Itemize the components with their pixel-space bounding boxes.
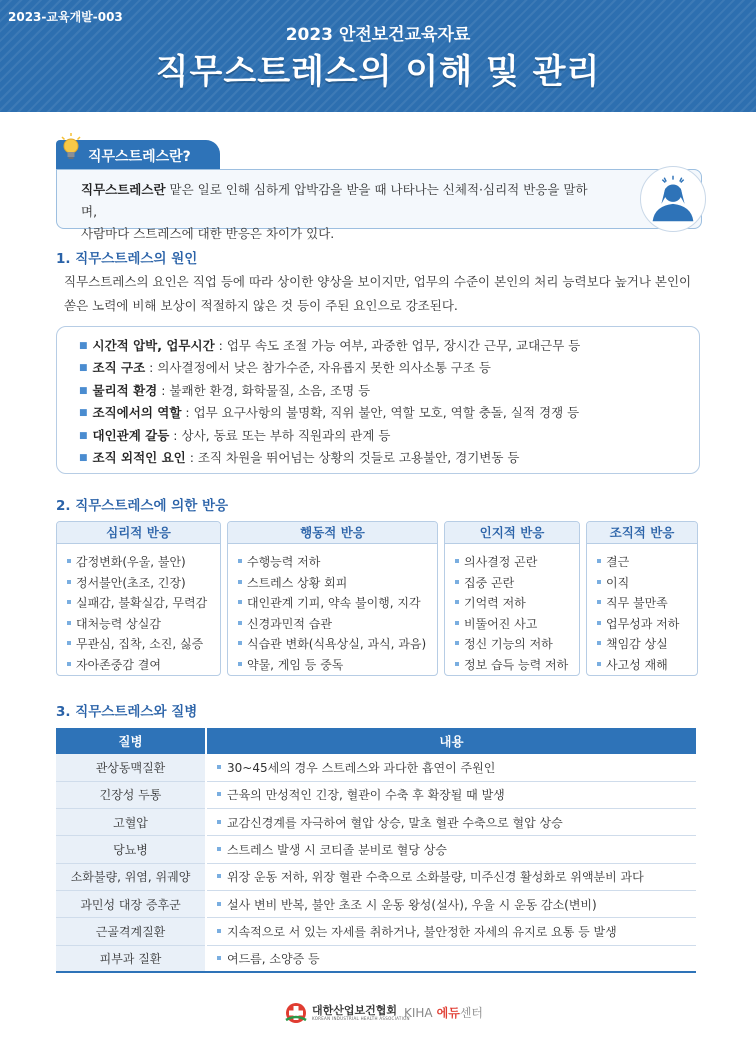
page-title: 직무스트레스의 이해 및 관리 — [155, 52, 601, 92]
intro-definition-box — [56, 169, 702, 241]
intro-line2: 사람마다 스트레스에 대한 반응은 차이가 있다. — [81, 226, 335, 241]
list-item: 대인관계 기피, 약속 불이행, 지각 — [238, 593, 437, 614]
list-item: 비뚤어진 사고 — [455, 614, 579, 635]
psychological-reaction-column — [56, 521, 221, 676]
edu-center-logo: KIHA 에듀센터 — [404, 1006, 484, 1020]
list-item: 스트레스 상황 회피 — [238, 573, 437, 594]
table-row: 소화불량, 위염, 위궤양 위장 운동 저하, 위장 혈관 수축으로 소화불량, 미주신경 활성화로 위액분비 과다 — [56, 863, 696, 890]
intro-tab: 직무스트레스란? — [56, 140, 220, 170]
behavioral-reaction-column — [227, 521, 438, 676]
section3-heading: 3. 직무스트레스와 질병 — [56, 704, 198, 720]
table-row: 관상동맥질환 30~45세의 경우 스트레스와 과다한 흡연이 주원인 — [56, 754, 696, 781]
list-item: 직무 불만족 — [597, 593, 697, 614]
disease-table — [56, 728, 696, 973]
list-item: 사고성 재해 — [597, 655, 697, 676]
causes-box — [56, 326, 700, 474]
cause-item: ■ 조직 외적인 요인 : 조직 차원을 뛰어넘는 상황의 것들로 고용불안, 경기변동 등 — [79, 450, 520, 466]
intro-line1: 맡은 일로 인해 심하게 압박감을 받을 때 나타나는 신체적·심리적 반응을 말하며, — [81, 182, 588, 219]
section1-paragraph: 직무스트레스의 요인은 직업 등에 따라 상이한 양상을 보이지만, 업무의 수준이 본인의 처리 능력보다 높거나 본인이 쏟은 노력에 비해 보상이 적절하지 않은 것 등이 주된 요인으로 강조된다. — [64, 274, 692, 313]
table-row: 피부과 질환 여드름, 소양증 등 — [56, 945, 696, 972]
list-item: 무관심, 집착, 소진, 싫증 — [67, 634, 220, 655]
list-item: 식습관 변화(식욕상실, 과식, 과음) — [238, 634, 437, 655]
cause-item: ■ 물리적 환경 : 불쾌한 환경, 화학물질, 소음, 조명 등 — [79, 382, 371, 398]
list-item: 감정변화(우울, 불안) — [67, 552, 220, 573]
list-item: 의사결정 곤란 — [455, 552, 579, 573]
header-subtitle: 2023 안전보건교육자료 — [285, 25, 471, 45]
section1-heading: 1. 직무스트레스의 원인 — [56, 251, 198, 267]
table-row: 과민성 대장 증후군 설사 변비 반복, 불안 초조 시 운동 왕성(설사), 우울 시 운동 감소(변비) — [56, 890, 696, 917]
column-title: 행동적 반응 — [228, 522, 437, 544]
document-code: 2023-교육개발-003 — [8, 10, 123, 24]
table-row: 근골격계질환 지속적으로 서 있는 자세를 취하거나, 불안정한 자세의 유지로 요통 등 발생 — [56, 918, 696, 945]
header-banner — [0, 0, 756, 112]
list-item: 이직 — [597, 573, 697, 594]
list-item: 정서불안(초조, 긴장) — [67, 573, 220, 594]
table-row: 고혈압 교감신경계를 자극하여 혈압 상승, 말초 혈관 수축으로 혈압 상승 — [56, 809, 696, 836]
list-item: 업무성과 저하 — [597, 614, 697, 635]
kiha-cross-logo-icon — [284, 1002, 308, 1024]
list-item: 대처능력 상실감 — [67, 614, 220, 635]
list-item: 정보 습득 능력 저하 — [455, 655, 579, 676]
list-item: 실패감, 불확실감, 무력감 — [67, 593, 220, 614]
list-item: 자아존중감 결여 — [67, 655, 220, 676]
column-header-content: 내용 — [206, 728, 696, 754]
list-item: 정신 기능의 저하 — [455, 634, 579, 655]
column-title: 심리적 반응 — [57, 522, 220, 544]
org-name: 대한산업보건협회 — [312, 1004, 398, 1017]
list-item: 책임감 상실 — [597, 634, 697, 655]
org-name-english: KOREAN INDUSTRIAL HEALTH ASSOCIATION — [312, 1016, 410, 1021]
list-item: 결근 — [597, 552, 697, 573]
cognitive-reaction-column — [444, 521, 580, 676]
column-title: 인지적 반응 — [445, 522, 579, 544]
organizational-reaction-column — [586, 521, 698, 676]
table-row: 당뇨병 스트레스 발생 시 코티졸 분비로 혈당 상승 — [56, 836, 696, 863]
list-item: 신경과민적 습관 — [238, 614, 437, 635]
stressed-person-icon — [640, 166, 706, 232]
cause-item: ■ 조직에서의 역할 : 업무 요구사항의 불명확, 직위 불안, 역할 모호, 역할 충돌, 실적 경쟁 등 — [79, 405, 580, 421]
cause-item: ■ 조직 구조 : 의사결정에서 낮은 참가수준, 자유롭지 못한 의사소통 구조 등 — [79, 360, 492, 376]
cause-item: ■ 대인관계 갈등 : 상사, 동료 또는 부하 직원과의 관계 등 — [79, 427, 391, 443]
cause-item: ■ 시간적 압박, 업무시간 : 업무 속도 조절 가능 여부, 과중한 업무, 장시간 근무, 교대근무 등 — [79, 338, 581, 353]
lightbulb-icon — [60, 132, 82, 164]
column-title: 조직적 반응 — [587, 522, 697, 544]
list-item: 집중 곤란 — [455, 573, 579, 594]
intro-term: 직무스트레스란 — [81, 182, 166, 197]
column-header-disease: 질병 — [56, 728, 206, 754]
list-item: 기억력 저하 — [455, 593, 579, 614]
table-row: 긴장성 두통 근육의 만성적인 긴장, 혈관이 수축 후 확장될 때 발생 — [56, 781, 696, 808]
footer — [0, 998, 756, 1028]
list-item: 수행능력 저하 — [238, 552, 437, 573]
section2-heading: 2. 직무스트레스에 의한 반응 — [56, 498, 229, 514]
list-item: 약물, 게임 등 중독 — [238, 655, 437, 676]
